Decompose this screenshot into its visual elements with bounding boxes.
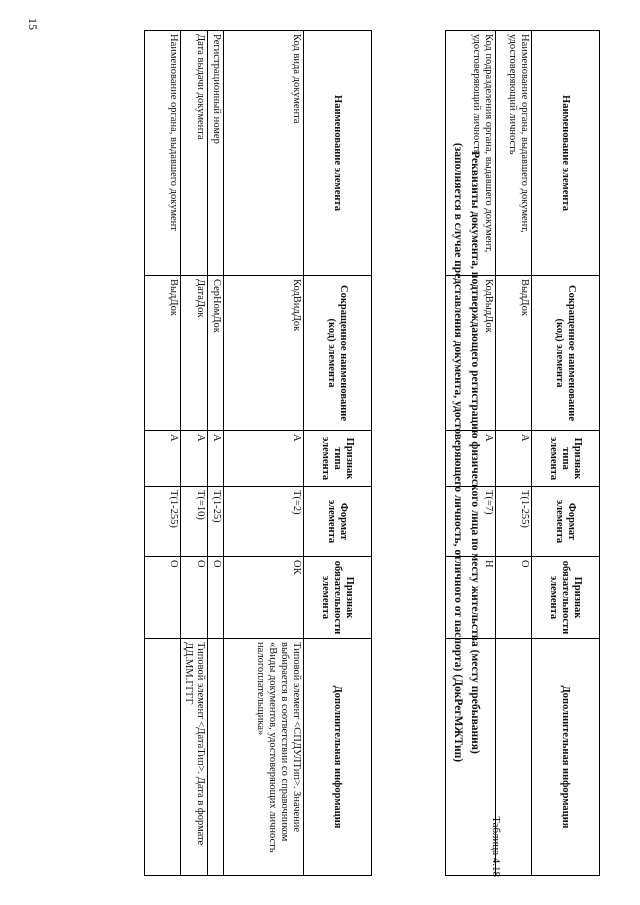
cell-code: ВыдДок: [496, 276, 532, 431]
cell-info: [208, 639, 224, 876]
cell-code: ДатаДок: [181, 276, 208, 431]
cell-name: Код подразделения органа, выдавшего документ, удостоверяющий личность: [446, 31, 496, 276]
page-number: 15: [26, 18, 40, 30]
col-header-name: Наименование элемента: [532, 31, 600, 276]
cell-code: КодВидДок: [224, 276, 304, 431]
cell-required: О: [496, 557, 532, 639]
cell-type: А: [181, 431, 208, 487]
table-bottom: [144, 30, 372, 876]
col-header-info: Дополнительная информация: [304, 639, 372, 876]
col-header-info: Дополнительная информация: [532, 639, 600, 876]
table-row: [224, 31, 304, 876]
cell-required: О: [208, 557, 224, 639]
cell-format: T(=10): [181, 487, 208, 557]
col-header-code: Сокращенное наименование (код) элемента: [532, 276, 600, 431]
cell-name: Наименование органа, выдавшего документ, удостоверяющий личность: [496, 31, 532, 276]
cell-format: T(1-255): [496, 487, 532, 557]
col-header-code: Сокращенное наименование (код) элемента: [304, 276, 372, 431]
table-header-row: [304, 31, 372, 876]
table-row: [496, 31, 532, 876]
table-caption-title: Реквизиты документа, подтверждающего регистрацию физического лица по месту жительства (месту пребывания): [469, 151, 481, 754]
cell-name: Дата выдачи документа: [181, 31, 208, 276]
col-header-format: Формат элемента: [304, 487, 372, 557]
cell-format: T(=7): [446, 487, 496, 557]
cell-code: СерНомДок: [208, 276, 224, 431]
cell-info: [145, 639, 181, 876]
table-caption-subtitle: (заполняется в случае представления документа, удостоверяющего личность, отличного от паспорта) (ДокРегМЖТип): [452, 142, 464, 763]
table-row: [208, 31, 224, 876]
cell-info: Типовой элемент <СПДУЛТип>. Значение выбирается в соответствии со справочником «Виды документов, удостоверяющих личность налогоплательщика»: [224, 639, 304, 876]
col-header-required: Признак обязательности элемента: [532, 557, 600, 639]
cell-required: Н: [446, 557, 496, 639]
cell-code: ВыдДок: [145, 276, 181, 431]
table-row: [145, 31, 181, 876]
cell-format: T(1-255): [145, 487, 181, 557]
col-header-required: Признак обязательности элемента: [304, 557, 372, 639]
cell-type: А: [224, 431, 304, 487]
cell-type: А: [208, 431, 224, 487]
col-header-type: Признак типа элемента: [304, 431, 372, 487]
cell-format: T(1-25): [208, 487, 224, 557]
cell-type: А: [496, 431, 532, 487]
cell-name: Код вида документа: [224, 31, 304, 276]
cell-name: Наименование органа, выдавшего документ: [145, 31, 181, 276]
cell-required: О: [181, 557, 208, 639]
table-header-row: [532, 31, 600, 876]
rotated-page-content: [40, 30, 600, 885]
cell-format: T(=2): [224, 487, 304, 557]
cell-type: А: [145, 431, 181, 487]
col-header-type: Признак типа элемента: [532, 431, 600, 487]
table-caption-number: Таблица 4.18: [490, 816, 502, 877]
cell-info: Типовой элемент <ДатаТип>. Дата в формате ДД.ММ.ГГГГ: [181, 639, 208, 876]
col-header-format: Формат элемента: [532, 487, 600, 557]
cell-name: Регистрационный номер: [208, 31, 224, 276]
cell-required: ОК: [224, 557, 304, 639]
cell-type: А: [446, 431, 496, 487]
cell-code: КодВыдДок: [446, 276, 496, 431]
table-row: [181, 31, 208, 876]
cell-required: О: [145, 557, 181, 639]
col-header-name: Наименование элемента: [304, 31, 372, 276]
